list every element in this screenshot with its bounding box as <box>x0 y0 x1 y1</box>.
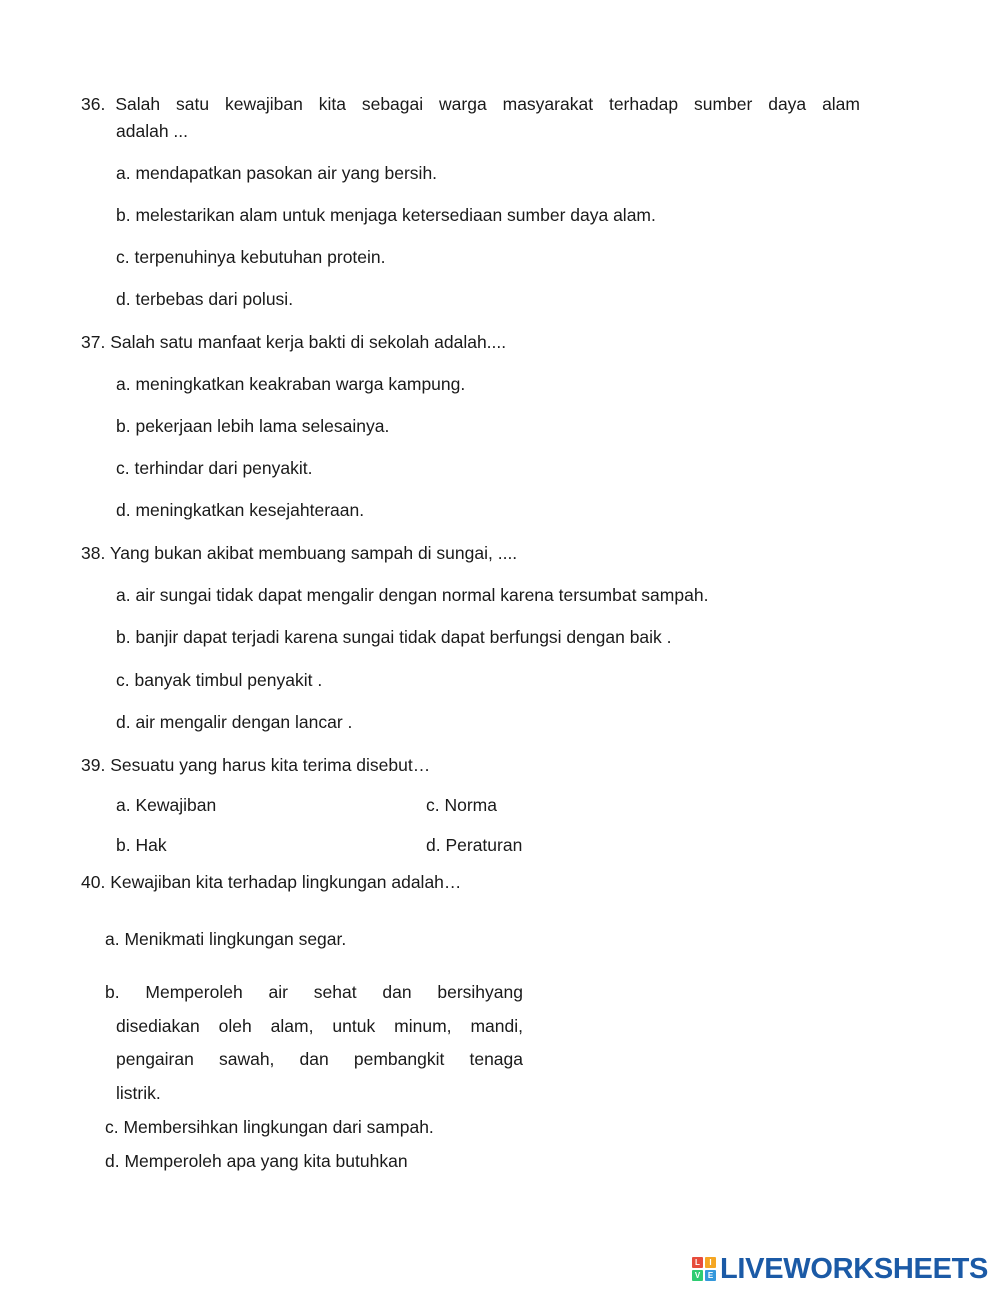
q39-question: 39. Sesuatu yang harus kita terima disebut… <box>81 755 431 775</box>
q38-option-c[interactable]: c. banyak timbul penyakit . <box>116 670 323 690</box>
q40-question: 40. Kewajiban kita terhadap lingkungan adalah… <box>81 872 462 892</box>
q36-question-line1 <box>81 93 860 115</box>
q36-option-c[interactable]: c. terpenuhinya kebutuhan protein. <box>116 247 386 267</box>
q39-option-b[interactable]: b. Hak <box>116 835 167 855</box>
q39-option-c[interactable]: c. Norma <box>426 795 497 815</box>
q37-option-c[interactable]: c. terhindar dari penyakit. <box>116 458 313 478</box>
q37-question: 37. Salah satu manfaat kerja bakti di sekolah adalah.... <box>81 332 507 352</box>
q38-option-d[interactable]: d. air mengalir dengan lancar . <box>116 712 353 732</box>
q39-option-d[interactable]: d. Peraturan <box>426 835 523 855</box>
logo-mark-i: I <box>705 1257 716 1268</box>
liveworksheets-logo <box>692 1254 988 1284</box>
q40-option-b-line1: b. Memperoleh air sehat dan bersihyang <box>105 982 523 1002</box>
q37-option-b[interactable]: b. pekerjaan lebih lama selesainya. <box>116 416 390 436</box>
q40-option-b-line4: listrik. <box>116 1083 161 1103</box>
q37-option-a[interactable]: a. meningkatkan keakraban warga kampung. <box>116 374 466 394</box>
q38-question: 38. Yang bukan akibat membuang sampah di sungai, .... <box>81 543 518 563</box>
q39-option-a[interactable]: a. Kewajiban <box>116 795 217 815</box>
q36-question-text: Salah satu kewajiban kita sebagai warga masyarakat terhadap sumber daya alam <box>115 94 860 114</box>
q40-option-b-line2: disediakan oleh alam, untuk minum, mandi, <box>116 1016 523 1036</box>
q40-option-a[interactable]: a. Menikmati lingkungan segar. <box>105 929 347 949</box>
logo-mark-e: E <box>705 1270 716 1281</box>
q36-question-line2: adalah ... <box>116 121 188 141</box>
q40-option-d[interactable]: d. Memperoleh apa yang kita butuhkan <box>105 1151 408 1171</box>
q36-option-d[interactable]: d. terbebas dari polusi. <box>116 289 294 309</box>
q36-number: 36. <box>81 94 106 114</box>
liveworksheets-logo-text: LIVEWORKSHEETS <box>720 1252 989 1285</box>
q36-option-a[interactable]: a. mendapatkan pasokan air yang bersih. <box>116 163 438 183</box>
logo-mark-l: L <box>692 1257 703 1268</box>
logo-mark-v: V <box>692 1270 703 1281</box>
q37-option-d[interactable]: d. meningkatkan kesejahteraan. <box>116 500 365 520</box>
q36-option-b[interactable]: b. melestarikan alam untuk menjaga ketersediaan sumber daya alam. <box>116 205 656 225</box>
q38-option-a[interactable]: a. air sungai tidak dapat mengalir dengan normal karena tersumbat sampah. <box>116 585 709 605</box>
q38-option-b[interactable]: b. banjir dapat terjadi karena sungai tidak dapat berfungsi dengan baik . <box>116 627 672 647</box>
liveworksheets-logo-mark-icon <box>692 1257 716 1281</box>
q40-option-c[interactable]: c. Membersihkan lingkungan dari sampah. <box>105 1117 434 1137</box>
q40-option-b-line3: pengairan sawah, dan pembangkit tenaga <box>116 1049 523 1069</box>
